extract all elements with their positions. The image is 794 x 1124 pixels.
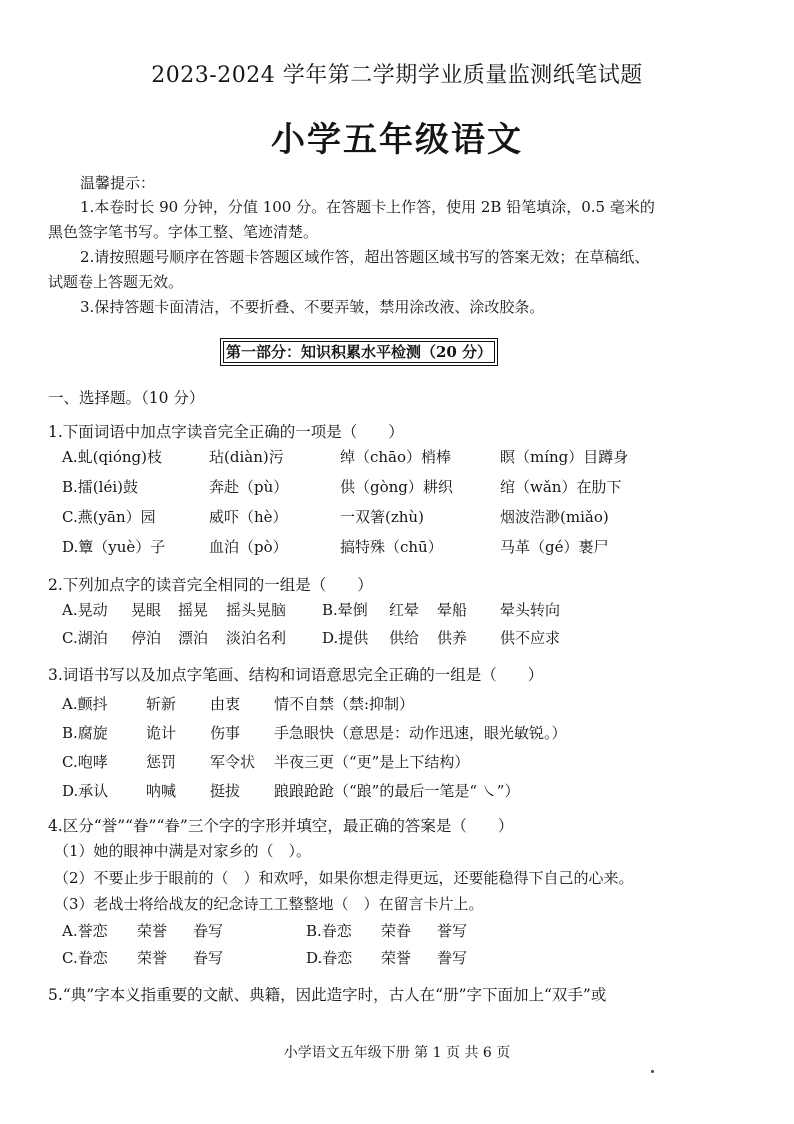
q2-option: C.湖泊 (62, 629, 108, 647)
q2-option: 红晕 (389, 601, 420, 619)
q4-item: （2）不要止步于眼前的（ ）和欢呼，如果你想走得更远，还要能稳得下自己的心来。 (54, 869, 634, 887)
q2-option: 晕头转向 (500, 601, 561, 619)
q1-option: 绰（chāo）梢棒 (340, 448, 452, 466)
q2-option: 停泊 (131, 629, 162, 647)
q1-option: A.虬(qióng)枝 (62, 448, 162, 466)
q4-option: 荣誉 (381, 949, 412, 967)
part1-box (220, 338, 498, 366)
q3-option: 挺拔 (210, 782, 241, 800)
page-footer: 小学语文五年级下册 第 1 页 共 6 页 (283, 1045, 511, 1061)
q2-option: 摇头晃脑 (226, 601, 287, 619)
q4-option: 誉写 (437, 922, 468, 940)
q3-option: 手急眼快（意思是：动作迅速，眼光敏锐。） (274, 724, 567, 742)
q1-option: D.簟（yuè）子 (62, 538, 166, 556)
part1-label: 第一部分：知识积累水平检测（20 分） (225, 343, 493, 361)
tips-line: 3.保持答题卡面清洁，不要折叠、不要弄皱，禁用涂改液、涂改胶条。 (80, 298, 545, 316)
scan-speck (651, 1070, 654, 1073)
q4-item: （1）她的眼神中满是对家乡的（ ）。 (54, 842, 312, 860)
q1-option: 搞特殊（chū） (340, 538, 443, 556)
q1-option: B.擂(léi)鼓 (62, 478, 138, 496)
q1-option: C.燕(yān）园 (62, 508, 156, 526)
q2-option: 供不应求 (500, 629, 561, 647)
q3-option: 伤事 (210, 724, 241, 742)
q4-option: 荣誉 (137, 949, 168, 967)
tips-label: 温馨提示： (80, 174, 156, 192)
q1-option: 威吓（hè） (209, 508, 288, 526)
q4-option: C.眷恋 (62, 949, 108, 967)
q2-option: 漂泊 (178, 629, 209, 647)
q2-option: 供养 (437, 629, 468, 647)
q2-option: 淡泊名利 (226, 629, 287, 647)
q3-option: A.颤抖 (62, 695, 108, 713)
q2-option: D.提供 (322, 629, 369, 647)
q2-option: 晃眼 (131, 601, 162, 619)
q1-option: 烟波浩渺(miǎo) (500, 508, 609, 526)
q3-option: 呐喊 (146, 782, 177, 800)
q4-option: D.眷恋 (306, 949, 353, 967)
q1-option: 马革（gé）裹尸 (500, 538, 609, 556)
q3-option: 情不自禁（禁:抑制） (274, 695, 415, 713)
tips-line: 2.请按照题号顺序在答题卡答题区域作答，超出答题区域书写的答案无效；在草稿纸、 (80, 248, 650, 266)
q4-option: A.誉恋 (62, 922, 108, 940)
q2-option: 晕船 (437, 601, 468, 619)
q1-option: 瞑（míng）目蹲身 (500, 448, 629, 466)
q3-option: 由衷 (210, 695, 241, 713)
q3-option: 军令状 (210, 753, 256, 771)
q1-option: 一双箸(zhù) (340, 508, 424, 526)
q1-option: 血泊（pò） (209, 538, 288, 556)
subject-title: 小学五年级语文 (271, 120, 523, 160)
tips-line: 黑色签字笔书写。字体工整、笔迹清楚。 (48, 223, 319, 241)
q3-option: C.咆哮 (62, 753, 108, 771)
q1-option: 玷(diàn)污 (209, 448, 284, 466)
q3-option: 惩罚 (146, 753, 177, 771)
q1-option: 绾（wǎn）在肋下 (500, 478, 622, 496)
q1-option: 奔赴（pù） (209, 478, 289, 496)
q2-stem: 2.下列加点字的读音完全相同的一组是（ ） (48, 576, 373, 594)
q2-option: A.晃动 (62, 601, 108, 619)
q4-item: （3）老战士将给战友的纪念诗工工整整地（ ）在留言卡片上。 (54, 895, 484, 913)
tips-line: 试题卷上答题无效。 (48, 273, 184, 291)
q2-option: 摇晃 (178, 601, 209, 619)
q3-option: 踉踉跄跄（“踉”的最后一笔是“ ㇏”） (274, 782, 520, 800)
q3-option: 斩新 (146, 695, 177, 713)
q3-stem: 3.词语书写以及加点字笔画、结构和词语意思完全正确的一组是（ ） (48, 666, 544, 684)
q3-option: B.腐旋 (62, 724, 108, 742)
q1-option: 供（gòng）耕织 (340, 478, 453, 496)
q4-option: 誊写 (437, 949, 468, 967)
exam-title: 2023-2024 学年第二学期学业质量监测纸笔试题 (151, 63, 643, 88)
q4-option: 荣眷 (381, 922, 412, 940)
q3-option: 半夜三更（“更”是上下结构） (274, 753, 470, 771)
q4-option: B.眷恋 (306, 922, 352, 940)
q3-option: D.承认 (62, 782, 109, 800)
q1-stem: 1.下面词语中加点字读音完全正确的一项是（ ） (48, 423, 404, 441)
q2-option: 供给 (389, 629, 420, 647)
q4-option: 眷写 (193, 922, 224, 940)
q4-stem: 4.区分“誉”“眷”“眷”三个字的字形并填空，最正确的答案是（ ） (48, 817, 514, 835)
q5-stem: 5.“典”字本义指重要的文献、典籍，因此造字时，古人在“册”字下面加上“双手”或 (48, 986, 607, 1004)
q3-option: 诡计 (146, 724, 177, 742)
q4-option: 荣誉 (137, 922, 168, 940)
section1-title: 一、选择题。（10 分） (48, 389, 205, 407)
tips-line: 1.本卷时长 90 分钟，分值 100 分。在答题卡上作答，使用 2B 铅笔填涂，0.5 毫米的 (80, 198, 655, 216)
q4-option: 眷写 (193, 949, 224, 967)
q2-option: B.晕倒 (322, 601, 368, 619)
